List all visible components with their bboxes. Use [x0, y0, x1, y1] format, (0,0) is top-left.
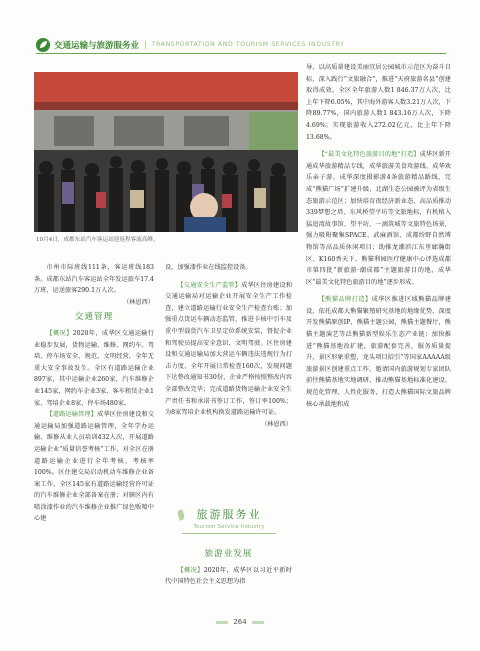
page-number [200, 618, 280, 626]
paragraph-tag: 【道路运输管理】 [46, 411, 98, 419]
paragraph [165, 280, 292, 419]
banner-divider [182, 533, 276, 534]
paragraph-tag: 【熊猫品牌打造】 [318, 296, 372, 304]
leaf-logo-icon [36, 38, 50, 52]
paragraph [34, 328, 154, 409]
paragraph-text: 成华区新开通成华旅游精品专线，成华旅游美食攻游线、成华欢乐亲子游，成华深度摄影游4条旅游精品路线，完成“熊猫广场”扩建升级，北湖生态公园被评为省级生态旅游示范区；加快培育夜经济新业态，高品质推动339梦想之塔、东风桥望平坊等文旅地标，有机植入猛追湾故事馆、望平坊、一滴筑城等文旅特色场景，强力吸附聚集SPACE、武麻酒馆、成都纷野自然博物馆等高品质休闲项目；助推龙潮滨江东里廊瀚街区、K160香天下、熊猫利园医疗健康中心评选成都市第四批“新旅游·潮成都”主题旅游目的地，成华区“最美文化特色旅游目的地”逐步形成。 [306, 151, 451, 286]
paragraph [306, 294, 451, 410]
section-banner-tourism [176, 502, 282, 542]
column-middle [165, 262, 292, 430]
column-right [306, 62, 451, 410]
header-title: 交通运输与旅游服务业 [54, 40, 140, 51]
banner-title: 旅游服务业 [196, 508, 262, 521]
column-middle-lower [165, 545, 292, 588]
paragraph-tag: 【“最美文化特色旅游目的地”打造】 [318, 151, 420, 159]
header-title-en: TRANSPORTATION AND TOURISM SERVICES INDUSTRY [151, 41, 345, 48]
paragraph-text: 成华区住房建设和交通运输局对运输企业开展安全生产工作检查，建立道路运输行业安全生产检查台账；加强重点货运车辆动态监管，推进卡核中引车及重中型载货汽车卫星定位系统安装，督促企业和驾驶员提高安全意识、文明驾驶。区住房建设和交通运输局加大营运车辆违法违规行为打击力度，全年开展日常检查160次，发现问题下达整改通知书30份，企业严格按照整改内容全部整改完毕；完成道路货物运输企业安全生产责任书和承诺书签订工作，签订率100%；为8家驾培企业机构换发道路运输许可证。 [165, 281, 293, 417]
paragraph-tag: 【概况】 [46, 329, 73, 337]
paragraph [306, 149, 451, 288]
banner-title-en: Tourism Service Industry [193, 524, 265, 530]
paragraph-text: 成华区推进区域熊猫品牌建设，依托成都大熊猫繁殖研究基地的地缘优势，深度开发熊猫原创IP，熊猫主题公园，熊猫主题餐厅，熊猫主题演艺等泛熊猫新型娱乐生态产业链；加快推进“熊猫基地改扩建，旅游配套完善，服务质量提升，景区形象重塑，龙头项目招引”等国家AAAAA级旅游景区创建重点工作，邀请国内旅游规划专家团队前往熊猫基地实地调研，推动熊猫基地标准化建设、规范化管理、人性化服务，打造大熊猫国际文旅品牌核心承载地和成 [306, 296, 452, 408]
bus-station-photo [34, 72, 298, 232]
header-separator: | [144, 40, 147, 49]
author-credit: （林恩西） [261, 420, 292, 428]
paragraph [165, 565, 292, 588]
section-heading-tourism-development: 旅游业发展 [204, 549, 253, 559]
paragraph [34, 409, 154, 525]
paragraph-text: 2020年，成华区交通运输行业稳步发展，货物运输、维修、网约车、驾培、停车场安全、规范、文明经营，全年无重大安全事故发生。全区有道路运输企业897家，其中运输企业260家，汽车维修企业145家，网约车企业3家、客车租赁企业1家、驾培企业8家，停车场480家。 [34, 329, 155, 407]
paragraph-text: 2020年，成华区以习近平新时代中国特色社会主义思想为指 [165, 566, 293, 586]
paragraph: 市州市际班线111条，客运班线183条。成都东站汽车客运站全年发运旅车17.4万班，运送旅客290.1万人次。 [34, 264, 154, 295]
section-heading-traffic-management: 交通管理 [74, 312, 114, 323]
photo-caption: 10月4日，成都东站汽车客运站迎返程客流高峰。 [36, 237, 159, 243]
page-number-bar-right [252, 621, 264, 624]
paragraph-text: 成华区住房建设和交通运输局加强道路运输管理，全年学办运输、维修从业人员培训432人次，开展道路运输企业“质量信誉考核”工作，对全区在册道路运输企业进行全年考核，考核率100%。区住建交局启动机动车维修企业备案工作，全区145家有道路运输经营许可证的汽车维修企业全部备案在册；对辖区内有喷涂漆作业的汽车维修企业推广绿色贩喷中心建 [34, 411, 155, 523]
column-left [34, 262, 154, 525]
page-number-text: 264 [233, 618, 247, 626]
paragraph: 设，加强漆作业在线监控设备。 [165, 264, 252, 271]
paragraph-tag: 【交通安全生产监管】 [177, 281, 242, 289]
author-credit: （林恩西） [123, 298, 154, 306]
paragraph: 导，以高质量建设美丽宜居公园城市示范区为奋斗目标，深入践行“文旅融合”，推进“天府旅游名县”创建取得成效。全区全年旅游人数1 846.37万人次，比上年下降6.05%，其中海外游客人数3.21万人次，下降89.77%，国内旅游人数1 843.16万人次，下降4.69%；实现旅游收入272.02亿元，比上年下降13.68%。 [306, 64, 451, 141]
running-header [36, 36, 446, 54]
paragraph-tag: 【概况】 [177, 566, 204, 574]
page-number-bar-left [216, 621, 228, 624]
